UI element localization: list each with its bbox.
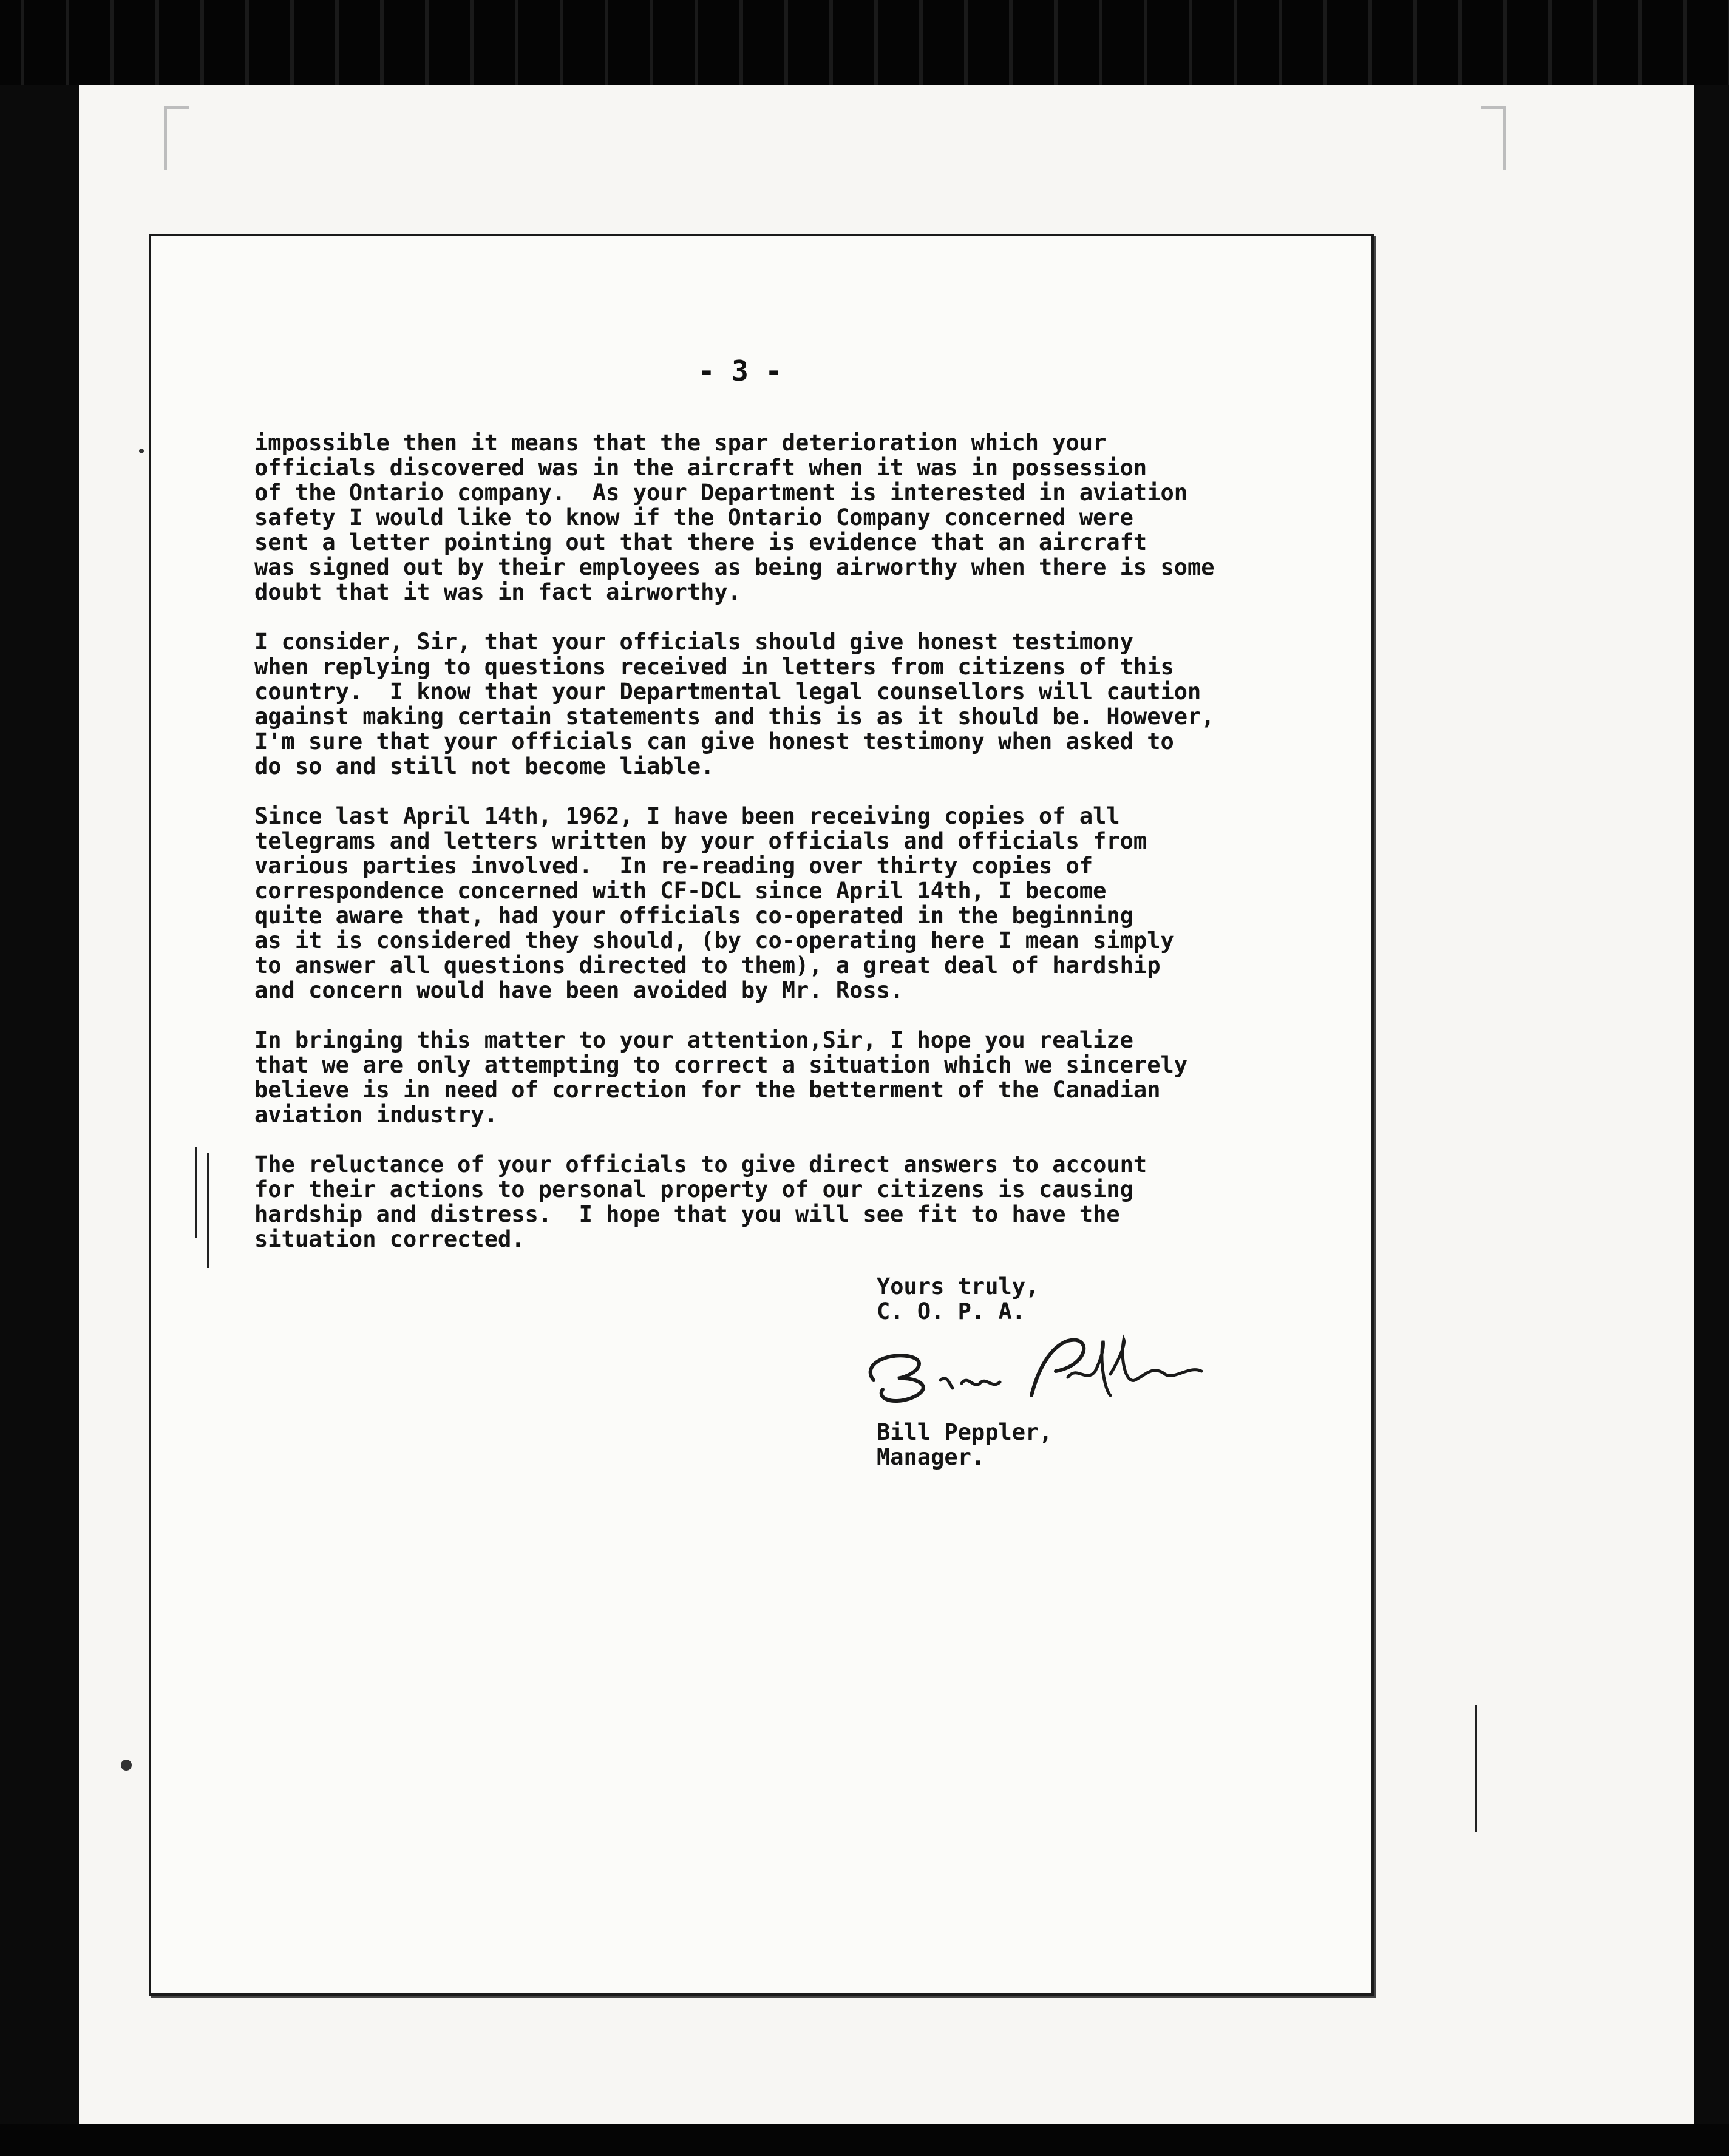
signer-block xyxy=(877,1420,1053,1470)
text-line: doubt that it was in fact airworthy. xyxy=(254,579,741,605)
text-line: against making certain statements and this is as it should be. However, xyxy=(254,703,1215,730)
text-line: to answer all questions directed to them), a great deal of hardship xyxy=(254,952,1161,978)
text-line: aviation industry. xyxy=(254,1102,498,1128)
text-line: safety I would like to know if the Ontario Company concerned were xyxy=(254,504,1133,531)
text-line: impossible then it means that the spar deterioration which your xyxy=(254,430,1107,456)
text-line: was signed out by their employees as being airworthy when there is some xyxy=(254,554,1215,580)
signer-name: Bill Peppler, xyxy=(877,1419,1053,1445)
letter-body xyxy=(254,430,1323,1276)
film-edge-top xyxy=(0,0,1729,85)
crop-mark-right xyxy=(1481,106,1506,170)
signer-title: Manager. xyxy=(877,1444,985,1470)
text-line: that we are only attempting to correct a situation which we sincerely xyxy=(254,1052,1188,1078)
handwritten-signature xyxy=(849,1323,1226,1414)
margin-mark xyxy=(195,1147,197,1238)
text-line: believe is in need of correction for the betterment of the Canadian xyxy=(254,1077,1161,1103)
text-line: correspondence concerned with CF-DCL since April 14th, I become xyxy=(254,878,1107,904)
text-line: hardship and distress. I hope that you will see fit to have the xyxy=(254,1201,1120,1227)
salutation: Yours truly, xyxy=(877,1273,1039,1300)
letter-page xyxy=(149,234,1374,1996)
text-line: quite aware that, had your officials co-operated in the beginning xyxy=(254,903,1133,929)
paragraph xyxy=(254,629,1323,779)
text-line: In bringing this matter to your attention,Sir, I hope you realize xyxy=(254,1027,1133,1053)
text-line: of the Ontario company. As your Department is interested in aviation xyxy=(254,480,1188,506)
paragraph xyxy=(254,804,1323,1003)
text-line: I'm sure that your officials can give honest testimony when asked to xyxy=(254,728,1174,754)
speck xyxy=(121,1760,132,1771)
organization: C. O. P. A. xyxy=(877,1298,1026,1324)
paragraph xyxy=(254,1028,1323,1127)
text-line: telegrams and letters written by your officials and officials from xyxy=(254,828,1147,854)
text-line: and concern would have been avoided by Mr. Ross. xyxy=(254,977,904,1003)
text-line: when replying to questions received in letters from citizens of this xyxy=(254,654,1174,680)
film-edge-bottom xyxy=(0,2124,1729,2156)
crop-mark-left xyxy=(164,106,189,170)
text-line: sent a letter pointing out that there is evidence that an aircraft xyxy=(254,529,1147,555)
text-line: as it is considered they should, (by co-operating here I mean simply xyxy=(254,927,1174,954)
page-number: - 3 - xyxy=(698,354,783,387)
text-line: for their actions to personal property of our citizens is causing xyxy=(254,1176,1133,1202)
text-line: officials discovered was in the aircraft when it was in possession xyxy=(254,455,1147,481)
text-line: various parties involved. In re-reading over thirty copies of xyxy=(254,853,1093,879)
text-line: situation corrected. xyxy=(254,1226,525,1252)
text-line: I consider, Sir, that your officials should give honest testimony xyxy=(254,629,1133,655)
text-line: do so and still not become liable. xyxy=(254,753,715,779)
text-line: country. I know that your Departmental legal counsellors will caution xyxy=(254,679,1201,705)
paragraph xyxy=(254,430,1323,605)
margin-mark xyxy=(207,1153,209,1268)
text-line: Since last April 14th, 1962, I have been receiving copies of all xyxy=(254,803,1120,829)
margin-mark xyxy=(1475,1705,1477,1832)
text-line: The reluctance of your officials to give direct answers to account xyxy=(254,1151,1147,1178)
paragraph xyxy=(254,1152,1323,1252)
closing-block xyxy=(877,1274,1039,1324)
speck xyxy=(139,449,144,453)
